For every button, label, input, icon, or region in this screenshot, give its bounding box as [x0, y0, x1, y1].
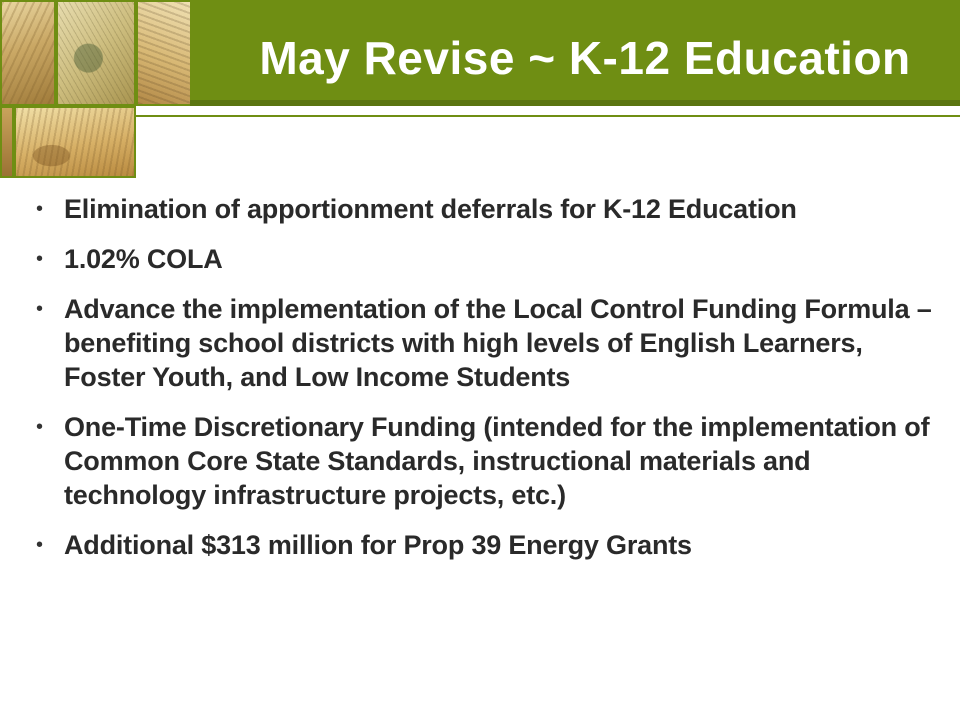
bullet-icon: • — [36, 248, 43, 270]
slide-title: May Revise ~ K-12 Education — [259, 32, 911, 84]
title-banner-shadow — [190, 100, 960, 106]
bullet-icon: • — [36, 416, 43, 438]
bullet-text: Additional $313 million for Prop 39 Energy Grants — [64, 530, 692, 560]
money-photo-tile — [14, 106, 136, 178]
bullet-item — [36, 292, 936, 394]
bullet-list — [36, 192, 936, 578]
bullet-text: 1.02% COLA — [64, 244, 223, 274]
title-underline — [136, 115, 960, 117]
bullet-icon: • — [36, 198, 43, 220]
bullet-item — [36, 410, 936, 512]
money-photo-tile — [0, 0, 56, 106]
bullet-item — [36, 192, 936, 226]
bullet-item — [36, 242, 936, 276]
bullet-icon: • — [36, 534, 43, 556]
bullet-text: Elimination of apportionment deferrals for K-12 Education — [64, 194, 797, 224]
bullet-icon: • — [36, 298, 43, 320]
bullet-item — [36, 528, 936, 562]
money-photo-tile — [136, 0, 192, 106]
bullet-text: One-Time Discretionary Funding (intended for the implementation of Common Core State Standards, instructional materials and technology infrastructure projects, etc.) — [64, 412, 930, 510]
money-photo-tile — [56, 0, 136, 106]
money-photo-tile — [0, 106, 14, 178]
bullet-text: Advance the implementation of the Local Control Funding Formula – benefiting school districts with high levels of English Learners, Foster Youth, and Low Income Students — [64, 294, 932, 392]
